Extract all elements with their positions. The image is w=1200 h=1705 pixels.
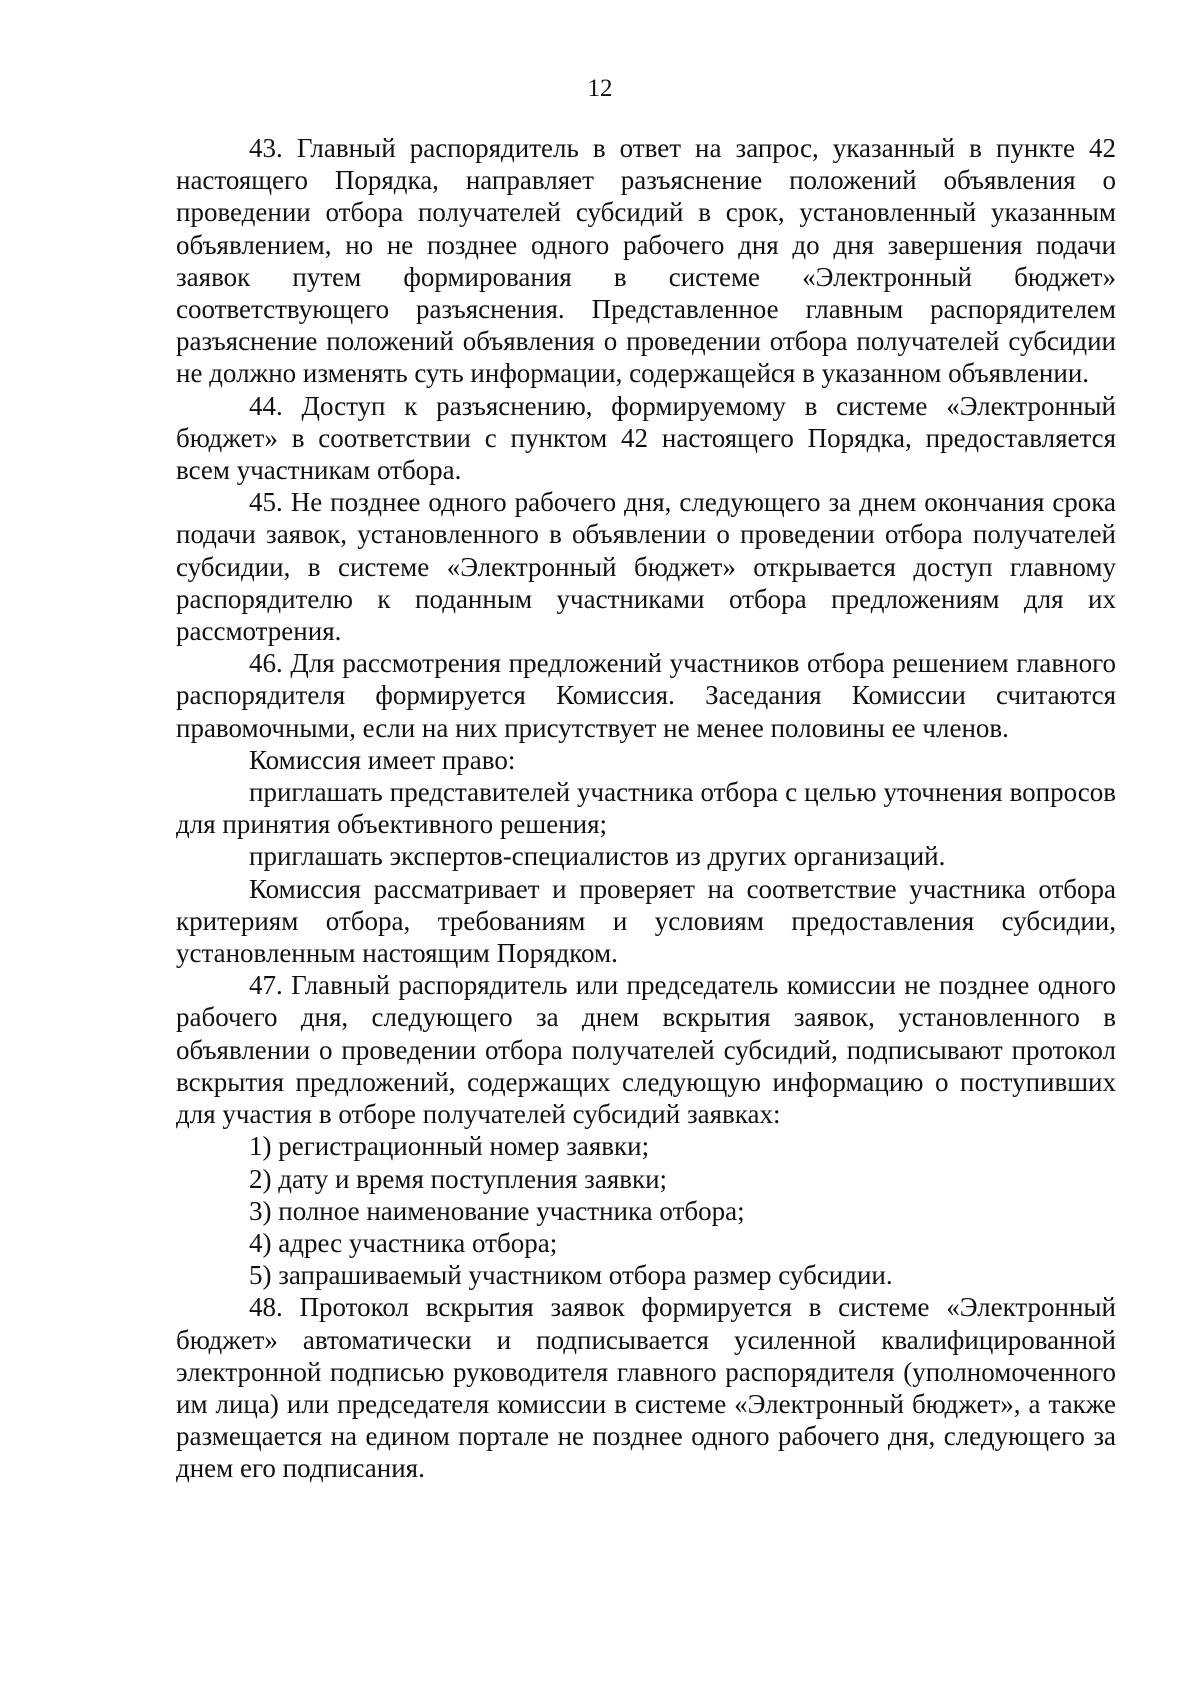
list-item-5: 5) запрашиваемый участником отбора размер субсидии. xyxy=(249,1260,893,1291)
paragraph-43: 43. Главный распорядитель в ответ на запрос, указанный в пункте 42 настоящего Порядка, направляет разъяснение положений объявления о проведении отбора получателей субсидий в срок, установленный указанным объявлением, но не позднее одного рабочего дня до дня завершения подачи заявок путем формирования в системе «Электронный бюджет» соответствующего разъяснения. Представленное главным распорядителем разъяснение положений объявления о проведении отбора получателей субсидии не должно изменять суть информации, содержащейся в указанном объявлении. xyxy=(176,133,1116,389)
commission-rights-heading: Комиссия имеет право: xyxy=(249,744,516,775)
document-body xyxy=(176,132,1116,1485)
paragraph-47: 47. Главный распорядитель или председатель комиссии не позднее одного рабочего дня, следующего за днем вскрытия заявок, установленного в объявлении о проведении отбора получателей субсидий, подписывают протокол вскрытия предложений, содержащих следующую информацию о поступивших для участия в отборе получателей субсидий заявках: xyxy=(176,970,1116,1130)
list-item-1: 1) регистрационный номер заявки; xyxy=(249,1131,650,1162)
paragraph-44: 44. Доступ к разъяснению, формируемому в системе «Электронный бюджет» в соответствии с пунктом 42 настоящего Порядка, предоставляется всем участникам отбора. xyxy=(176,390,1116,486)
paragraph-45: 45. Не позднее одного рабочего дня, следующего за днем окончания срока подачи заявок, установленного в объявлении о проведении отбора получателей субсидии, в системе «Электронный бюджет» открывается доступ главному распорядителю к поданным участниками отбора предложениям для их рассмотрения. xyxy=(176,487,1116,647)
commission-review-paragraph: Комиссия рассматривает и проверяет на соответствие участника отбора критериям отбора, требованиям и условиям предоставления субсидии, установленным настоящим Порядком. xyxy=(176,873,1116,969)
page-number: 12 xyxy=(587,75,613,102)
list-item-4: 4) адрес участника отбора; xyxy=(249,1227,558,1258)
list-item-2: 2) дату и время поступления заявки; xyxy=(249,1163,668,1194)
list-item-3: 3) полное наименование участника отбора; xyxy=(249,1195,745,1226)
commission-right-invite-representatives: приглашать представителей участника отбора с целью уточнения вопросов для принятия объективного решения; xyxy=(176,777,1116,840)
commission-right-invite-experts: приглашать экспертов-специалистов из других организаций. xyxy=(249,841,946,872)
paragraph-48: 48. Протокол вскрытия заявок формируется в системе «Электронный бюджет» автоматически и подписывается усиленной квалифицированной электронной подписью руководителя главного распорядителя (уполномоченного им лица) или председателя комиссии в системе «Электронный бюджет», а также размещается на едином портале не позднее одного рабочего дня, следующего за днем его подписания. xyxy=(176,1292,1116,1484)
paragraph-46: 46. Для рассмотрения предложений участников отбора решением главного распорядителя формируется Комиссия. Заседания Комиссии считаются правомочными, если на них присутствует не менее половины ее членов. xyxy=(176,648,1116,743)
